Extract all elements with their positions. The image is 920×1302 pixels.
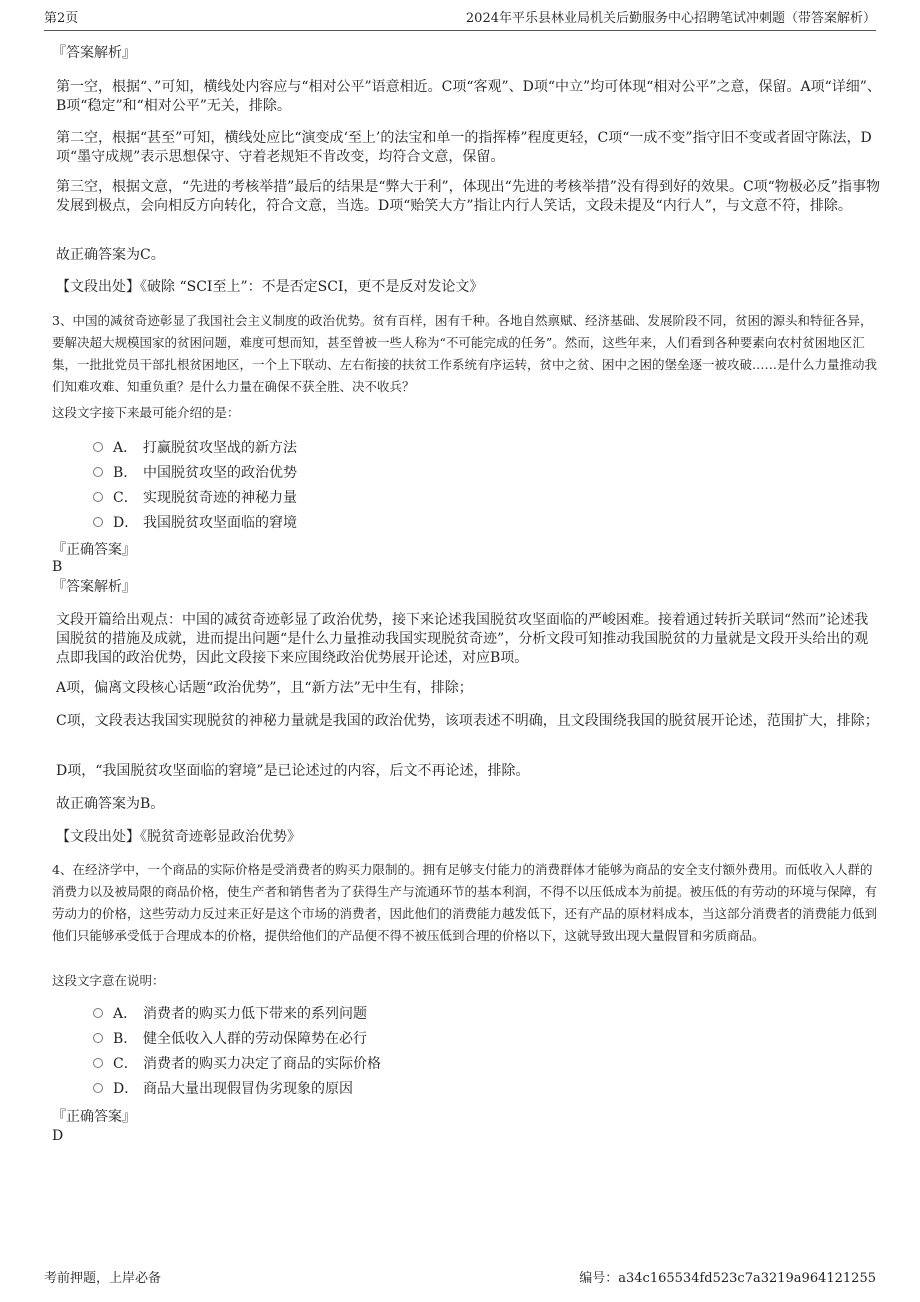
footer-serial: 编号：a34c165534fd523c7a3219a964121255	[579, 1271, 876, 1286]
q3-analysis-heading	[52, 578, 882, 597]
option-letter: C．	[113, 1056, 138, 1072]
option-letter: A．	[113, 440, 138, 456]
option-letter: D．	[113, 515, 139, 531]
paragraph-text: 第三空，根据文意，“先进的考核举措”最后的结果是“弊大于利”，体现出“先进的考核举措”没有得到好的效果。C项“物极必反”指事物发展到极点，会向相反方向转化，符合文意，当选。D项“贻笑大方”指让内行人笑话，文段未提及“内行人”，与文意不符，排除。	[56, 179, 880, 214]
q2-paragraph-2	[52, 129, 882, 167]
q3-paragraph-3	[52, 712, 882, 731]
q4-prompt	[52, 970, 882, 992]
option-text: 商品大量出现假冒伪劣现象的原因	[143, 1081, 353, 1097]
source-text: 【文段出处】《脱贫奇迹彰显政治优势》	[56, 829, 301, 845]
option-letter: B．	[113, 465, 138, 481]
radio-icon[interactable]	[93, 1033, 103, 1043]
heading-text: 『正确答案』	[52, 1109, 136, 1125]
q3-option-c[interactable]	[93, 488, 297, 508]
q4-question	[52, 859, 882, 947]
q3-paragraph-2	[52, 679, 882, 698]
option-text: 中国脱贫攻坚的政治优势	[143, 465, 297, 481]
heading-text: 『答案解析』	[52, 579, 136, 595]
radio-icon[interactable]	[93, 517, 103, 527]
option-text: 消费者的购买力决定了商品的实际价格	[143, 1056, 381, 1072]
prompt-text: 这段文字接下来最可能介绍的是：	[52, 405, 240, 420]
option-letter: C．	[113, 490, 138, 506]
paragraph-text: 故正确答案为B。	[56, 796, 165, 812]
answer-text: B	[52, 559, 63, 575]
q3-option-b[interactable]	[93, 463, 297, 483]
q2-paragraph-3	[52, 178, 882, 216]
q3-option-a[interactable]	[93, 438, 297, 458]
paragraph-text: 文段开篇给出观点：中国的减贫奇迹彰显了政治优势，接下来论述我国脱贫攻坚面临的严峻困难。接着通过转折关联词“然而”论述我国脱贫的措施及成就，进而提出问题“是什么力量推动我国实现脱贫奇迹”，分析文段可知推动我国脱贫的力量就是文段开头给出的观点即我国的政治优势，因此文段接下来应围绕政治优势展开论述，对应B项。	[56, 612, 869, 666]
document-title: 2024年平乐县林业局机关后勤服务中心招聘笔试冲刺题（带答案解析）	[465, 11, 876, 26]
option-text: 打赢脱贫攻坚战的新方法	[143, 440, 297, 456]
q2-analysis-heading	[52, 44, 882, 63]
radio-icon[interactable]	[93, 1083, 103, 1093]
radio-icon[interactable]	[93, 1058, 103, 1068]
paragraph-text: 第二空，根据“甚至”可知，横线处应比“演变成‘至上’的法宝和单一的指挥棒”程度更轻，C项“一成不变”指守旧不变或者固守陈法，D项“墨守成规”表示思想保守、守着老规矩不肯改变，均符合文意，保留。	[56, 130, 872, 165]
answer-text: D	[52, 1128, 64, 1144]
radio-icon[interactable]	[93, 1008, 103, 1018]
radio-icon[interactable]	[93, 492, 103, 502]
q3-paragraph-4	[52, 762, 882, 781]
q2-source	[52, 278, 882, 297]
q2-conclusion	[52, 246, 882, 265]
heading-text: 『正确答案』	[52, 542, 136, 558]
q4-option-a[interactable]	[93, 1004, 367, 1024]
q3-conclusion	[52, 795, 882, 814]
paragraph-text: A项，偏离文段核心话题“政治优势”，且“新方法”无中生有，排除；	[56, 680, 473, 696]
option-text: 我国脱贫攻坚面临的窘境	[143, 515, 297, 531]
paragraph-text: C项，文段表达我国实现脱贫的神秘力量就是我国的政治优势，该项表述不明确，且文段围绕我国的脱贫展开论述，范围扩大，排除；	[56, 713, 879, 729]
q2-paragraph-1	[52, 78, 882, 116]
question-text: 4、在经济学中，一个商品的实际价格是受消费者的购买力限制的。拥有足够支付能力的消费群体才能够为商品的安全支付额外费用。而低收入人群的消费力以及被局限的商品价格，使生产者和销售者为了获得生产与流通环节的基本利润，不得不以压低成本为前提。被压低的有劳动的环境与保障，有劳动力的价格，这些劳动力反过来正好是这个市场的消费者，因此他们的消费能力越发低下，还有产品的原材料成本，当这部分消费者的消费能力低到他们只能够承受低于合理成本的价格，提供给他们的产品便不得不被压低到合理的价格以下，这就导致出现大量假冒和劣质商品。	[52, 862, 878, 943]
paragraph-text: 第一空，根据“、”可知，横线处内容应与“相对公平”语意相近。C项“客观”、D项“中立”均可体现“相对公平”之意，保留。A项“详细”、B项“稳定”和“相对公平”无关，排除。	[56, 79, 881, 114]
paragraph-text: D项，“我国脱贫攻坚面临的窘境”是已论述过的内容，后文不再论述，排除。	[56, 763, 530, 779]
question-text: 3、中国的减贫奇迹彰显了我国社会主义制度的政治优势。贫有百样，困有千种。各地自然禀赋、经济基础、发展阶段不同，贫困的源头和特征各异，要解决超大规模国家的贫困问题，难度可想而知，甚至曾被一些人称为“不可能完成的任务”。然而，这些年来，人们看到各种要素向农村贫困地区汇集，一批批党员干部扎根贫困地区，一个上下联动、左右衔接的扶贫工作系统有序运转，贫中之贫、困中之困的堡垒逐一被攻破……是什么力量推动我们知难攻难、知重负重？是什么力量在确保不获全胜、决不收兵？	[52, 313, 878, 394]
source-text: 【文段出处】《破除 “SCI至上”：不是否定SCI，更不是反对发论文》	[56, 279, 484, 295]
option-text: 健全低收入人群的劳动保障势在必行	[143, 1031, 367, 1047]
q4-option-b[interactable]	[93, 1029, 367, 1049]
q3-answer	[52, 558, 882, 577]
footer-slogan: 考前押题，上岸必备	[44, 1271, 162, 1286]
paragraph-text: 故正确答案为C。	[56, 247, 165, 263]
option-text: 实现脱贫奇迹的神秘力量	[143, 490, 297, 506]
page-header	[44, 10, 876, 31]
prompt-text: 这段文字意在说明：	[52, 973, 165, 988]
option-text: 消费者的购买力低下带来的系列问题	[143, 1006, 367, 1022]
q3-prompt	[52, 402, 882, 424]
q3-question	[52, 310, 882, 398]
q4-answer-heading	[52, 1108, 882, 1127]
q4-answer	[52, 1127, 882, 1146]
q4-option-c[interactable]	[93, 1054, 381, 1074]
radio-icon[interactable]	[93, 467, 103, 477]
heading-text: 『答案解析』	[52, 45, 136, 61]
page-number: 第2页	[44, 11, 79, 26]
radio-icon[interactable]	[93, 442, 103, 452]
option-letter: A．	[113, 1006, 138, 1022]
q4-option-d[interactable]	[93, 1079, 353, 1099]
q3-option-d[interactable]	[93, 513, 297, 533]
option-letter: B．	[113, 1031, 138, 1047]
q3-source	[52, 828, 882, 847]
q3-paragraph-1	[52, 611, 882, 668]
option-letter: D．	[113, 1081, 139, 1097]
